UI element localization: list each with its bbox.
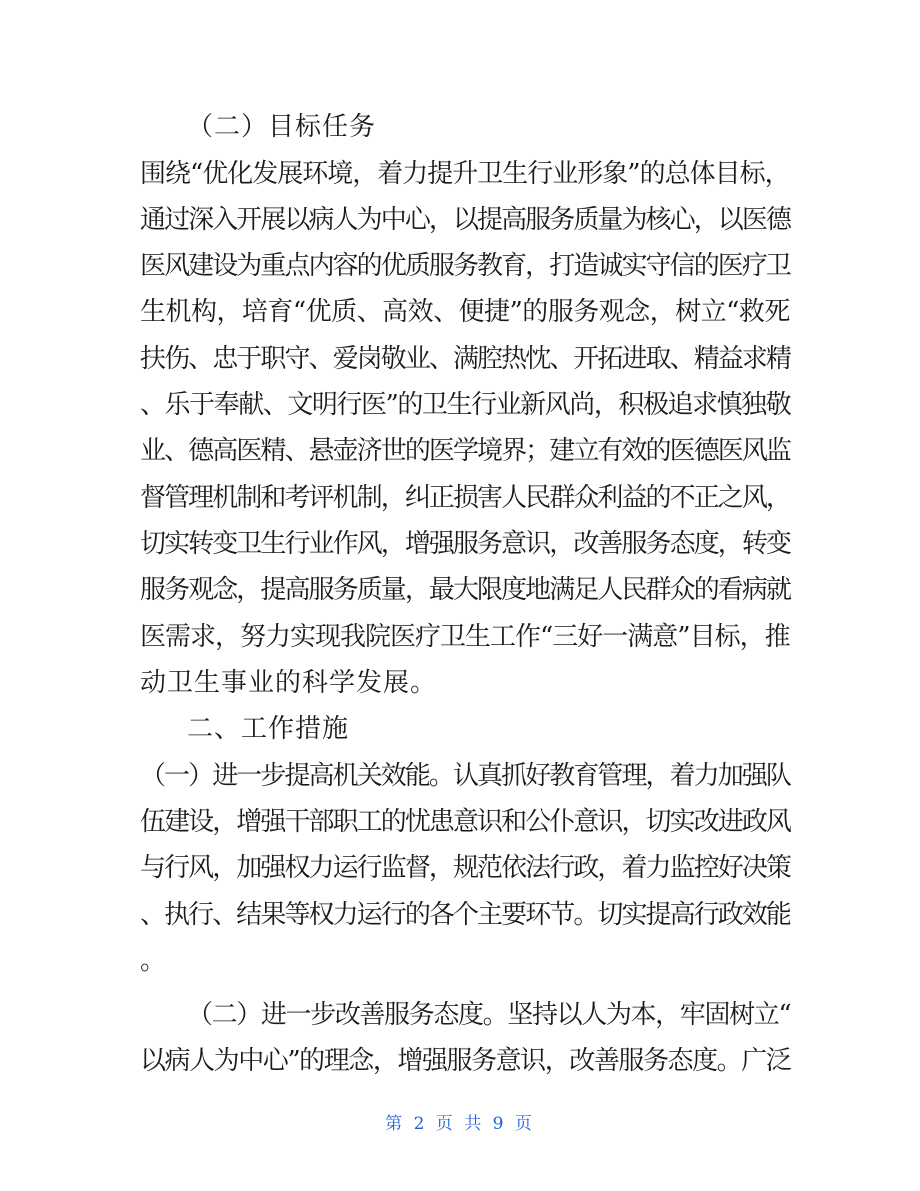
paragraph-line-1: 围绕“优化发展环境，着力提升卫生行业形象”的总体目标， [140,159,790,189]
paragraph-line-5: 扶伤、忠于职守、爱岗敬业、满腔热忱、开拓进取、精益求精 [140,344,791,374]
section-heading-measures: 二、工作措施 [187,714,350,744]
paragraph-line-4: 生机构，培育“优质、高效、便捷”的服务观念，树立“救死 [140,297,790,327]
paragraph-line-16: 与行风，加强权力运行监督，规范依法行政，着力监控好决策 [140,853,791,883]
paragraph-line-7: 业、德高医精、悬壶济世的医学境界；建立有效的医德医风监 [140,436,791,466]
paragraph-line-19: （二）进一步改善服务态度。坚持以人为本，牢固树立“ [187,1000,791,1030]
paragraph-line-12: 动卫生事业的科学发展。 [140,668,438,698]
paragraph-line-8: 督管理机制和考评机制，纠正损害人民群众利益的不正之风， [140,483,791,513]
page-number-footer: 第 2 页 共 9 页 [385,1114,535,1134]
paragraph-line-20: 以病人为中心”的理念，增强服务意识，改善服务态度。广泛 [140,1046,791,1076]
paragraph-line-17: 、执行、结果等权力运行的各个主要环节。切实提高行政效能 [140,900,791,930]
paragraph-line-9: 切实转变卫生行业作风，增强服务意识，改善服务态度，转变 [140,529,791,559]
paragraph-line-11: 医需求，努力实现我院医疗卫生工作“三好一满意”目标，推 [140,622,790,652]
paragraph-line-2: 通过深入开展以病人为中心，以提高服务质量为核心，以医德 [140,205,791,235]
paragraph-line-3: 医风建设为重点内容的优质服务教育，打造诚实守信的医疗卫 [140,251,791,281]
paragraph-line-10: 服务观念，提高服务质量，最大限度地满足人民群众的看病就 [140,575,791,605]
section-heading-goals: （二）目标任务 [187,112,377,142]
paragraph-line-18: 。 [140,946,168,976]
paragraph-line-6: 、乐于奉献、文明行医”的卫生行业新风尚，积极追求慎独敬 [140,390,791,420]
paragraph-line-14: （一）进一步提高机关效能。认真抓好教育管理，着力加强队 [140,761,791,791]
paragraph-line-15: 伍建设，增强干部职工的忧患意识和公仆意识，切实改进政风 [140,807,791,837]
